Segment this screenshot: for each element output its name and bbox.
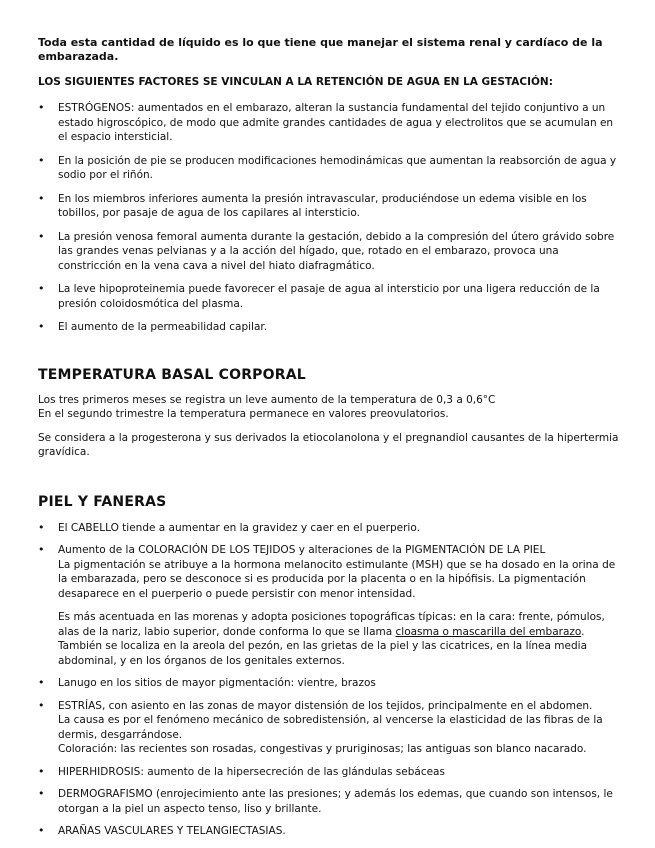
pigmentation-text-b: . También se localiza en la areola del pezón, en las grietas de la piel y las cicatrices, en la línea media abdominal, y en los órganos de los genitales externos. (58, 625, 587, 667)
bullet-icon: • (38, 520, 45, 534)
skin-list (38, 521, 620, 839)
pigmentation-title: Aumento de la COLORACIÓN DE LOS TEJIDOS y alteraciones de la PIGMENTACIÓN DE LA PIEL (58, 544, 546, 556)
list-item (38, 699, 620, 757)
pigmentation-paragraph-2 (58, 610, 620, 668)
bullet-icon: • (38, 191, 45, 205)
list-item (38, 230, 620, 274)
striae-line-3: Coloración: las recientes son rosadas, congestivas y pruriginosas; las antiguas son blanco nacarado. (58, 743, 587, 755)
hyperhidrosis-text: HIPERHIDROSIS: aumento de la hipersecreción de las glándulas sebáceas (58, 765, 445, 778)
temperature-paragraph-1 (38, 393, 620, 422)
temperature-line-1: Los tres primeros meses se registra un leve aumento de la temperatura de 0,3 a 0,6°C (38, 393, 496, 406)
list-item-text: El aumento de la permeabilidad capilar. (58, 321, 268, 333)
bullet-icon: • (38, 787, 45, 800)
list-item (38, 765, 620, 780)
bullet-icon: • (38, 282, 45, 295)
document-page (38, 36, 620, 839)
list-item (38, 320, 620, 335)
temperature-line-2: En el segundo trimestre la temperatura permanece en valores preovulatorios. (38, 408, 449, 420)
bullet-icon: • (38, 676, 45, 689)
bullet-icon: • (38, 101, 45, 114)
intro-statement: Toda esta cantidad de líquido es lo que tiene que manejar el sistema renal y cardíaco de la embarazada. (38, 36, 603, 63)
striae-line-2: La causa es por el fenómeno mecánico de sobredistensión, al vencerse la elasticidad de las fibras de la dermis, desgarrándose. (58, 714, 603, 741)
lanugo-text: Lanugo en los sitios de mayor pigmentación: vientre, brazos (58, 677, 376, 689)
list-item (38, 521, 620, 536)
retention-factors-list (38, 101, 620, 335)
bullet-icon: • (38, 320, 45, 333)
list-item (38, 676, 620, 691)
temperature-heading: TEMPERATURA BASAL CORPORAL (38, 366, 306, 383)
temperature-paragraph-2: Se considera a la progesterona y sus derivados la etiocolanolona y el pregnandiol causantes de la hipertermia gravídica. (38, 431, 619, 458)
list-item-text: En la posición de pie se producen modificaciones hemodinámicas que aumentan la reabsorción de agua y sodio por el riñón. (58, 154, 617, 181)
bullet-icon: • (38, 229, 45, 243)
list-item (38, 787, 620, 816)
retention-factors-title: LOS SIGUIENTES FACTORES SE VINCULAN A LA RETENCIÓN DE AGUA EN LA GESTACIÓN: (38, 76, 553, 88)
list-item-text: La presión venosa femoral aumenta durante la gestación, debido a la compresión del útero grávido sobre las grandes venas pelvianas y a la acción del hígado, que, rotado en el embarazo, provoca una constricción en la vena cava a nivel del hiato diafragmático. (58, 230, 615, 272)
bullet-icon: • (38, 543, 45, 556)
list-item (38, 282, 620, 311)
list-item (38, 101, 620, 145)
pigmentation-paragraph-1: La pigmentación se atribuye a la hormona melanocito estimulante (MSH) que se ha dosado en la orina de la embarazada, pero se desconoce si es producida por la placenta o en la hipófisis. La pigmentación desaparece en el puerperio o puede persistir con menor intensidad. (58, 558, 616, 600)
bullet-icon: • (38, 764, 45, 778)
list-item (38, 192, 620, 221)
list-item-text: En los miembros inferiores aumenta la presión intravascular, produciéndose un edema visible en los tobillos, por pasaje de agua de los capilares al intersticio. (58, 192, 587, 219)
list-item-text: La leve hipoproteinemia puede favorecer el pasaje de agua al intersticio por una ligera reducción de la presión coloidosmótica del plasma. (58, 283, 600, 310)
bullet-icon: • (38, 698, 45, 712)
bullet-icon: • (38, 153, 45, 167)
vascular-spiders-text: ARAÑAS VASCULARES Y TELANGIECTASIAS. (58, 825, 286, 837)
striae-line-1: ESTRÍAS, con asiento en las zonas de mayor distensión de los tejidos, principalmente en el abdomen. (58, 699, 593, 712)
list-item (38, 824, 620, 839)
bullet-icon: • (38, 824, 45, 837)
list-item-text: ESTRÓGENOS: aumentados en el embarazo, alteran la sustancia fundamental del tejido conjuntivo a un estado higroscópico, de modo que admite grandes cantidades de agua y electrolitos que se acumulan en el espacio intersticial. (58, 102, 614, 143)
pigmentation-text-a: Es más acentuada en las morenas y adopta posiciones topográficas típicas: en la cara: frente, pómulos, alas de la nariz, labio superior, donde conforma lo que se llama (58, 611, 605, 638)
hair-text: El CABELLO tiende a aumentar en la gravidez y caer en el puerperio. (58, 521, 420, 534)
dermographism-text: DERMOGRAFISMO (enrojecimiento ante las presiones; y además los edemas, que cuando son intensos, le otorgan a la piel un aspecto tenso, liso y brillante. (58, 788, 613, 815)
cloasma-link[interactable]: cloasma o mascarilla del embarazo (395, 625, 582, 638)
list-item (38, 543, 620, 668)
list-item (38, 154, 620, 183)
skin-heading: PIEL Y FANERAS (38, 493, 167, 510)
